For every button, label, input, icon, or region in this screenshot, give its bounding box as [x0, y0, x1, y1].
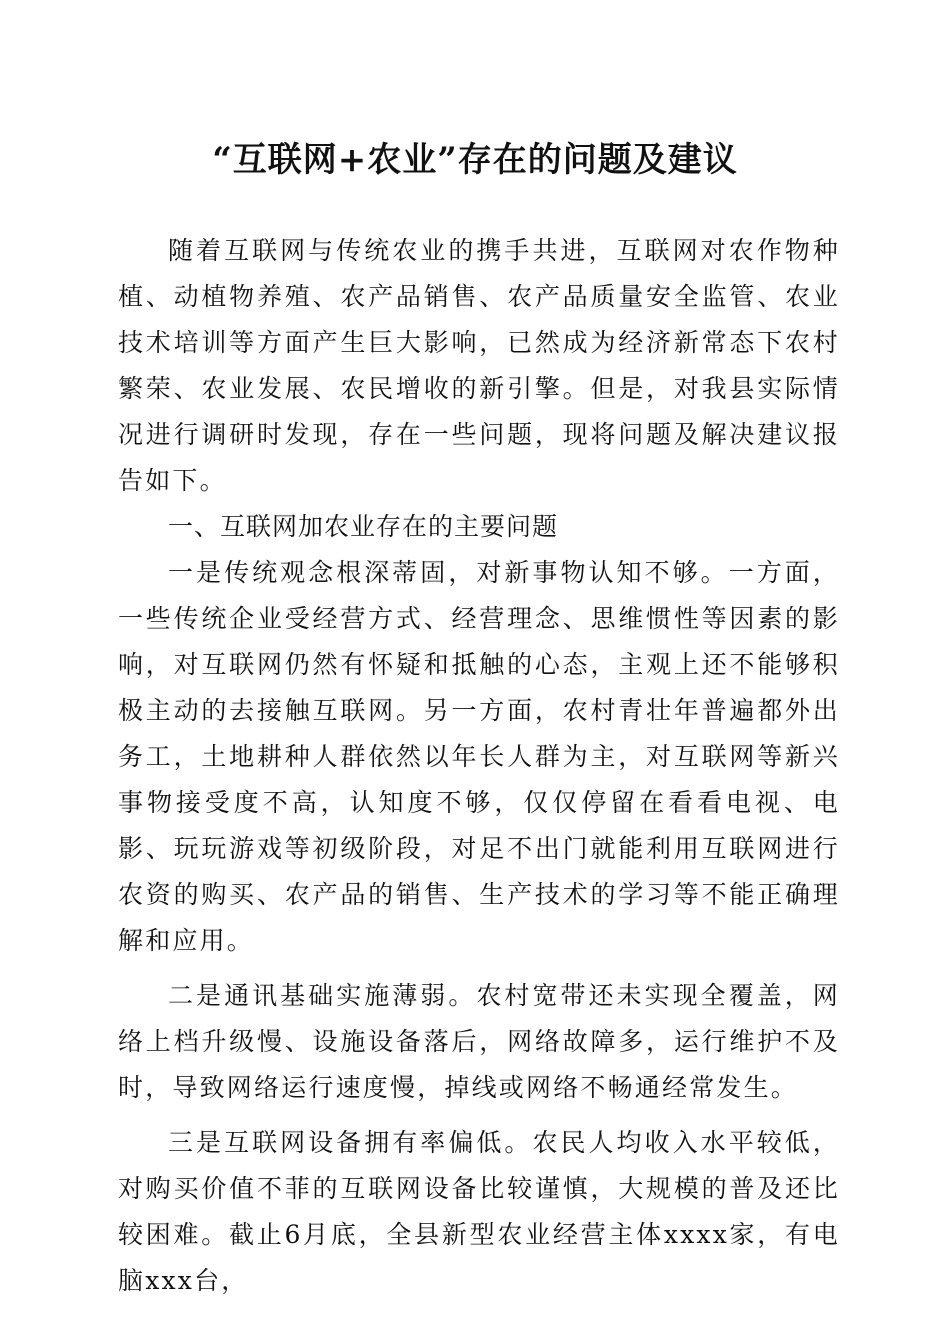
section-heading: 一、互联网加农业存在的主要问题: [168, 512, 559, 541]
intro-paragraph: 随着互联网与传统农业的携手共进，互联网对农作物种植、动植物养殖、农产品销售、农产品质量安全监管、农业技术培训等方面产生巨大影响，已然成为经济新常态下农村繁荣、农业发展、农民增收的新引擎。但是，对我县实际情况进行调研时发现，存在一些问题，现将问题及解决建议报告如下。: [118, 236, 840, 495]
point-text: 一方面，一些传统企业受经营方式、经营理念、思维惯性等因素的影响，对互联网仍然有怀疑和抵触的心态，主观上还不能够积极主动的去接触互联网。另一方面，农村青壮年普遍都外出务工，土地耕种人群依然以年长人群为主，对互联网等新兴事物接受度不高，认知度不够，仅仅停留在看看电视、电影、玩玩游戏等初级阶段，对足不出门就能利用互联网进行农资的购买、农产品的销售、生产技术的学习等不能正确理解和应用。: [118, 558, 840, 955]
point-lead: 三是互联网设备拥有率偏低。: [168, 1128, 533, 1157]
point-paragraph-1: [118, 550, 840, 964]
document-body: [118, 228, 840, 1304]
point-paragraph-3: [118, 1120, 840, 1304]
document-title: “互联网+农业”存在的问题及建议: [212, 140, 738, 180]
point-text: 农村宽带还未实现全覆盖，网络上档升级慢、设施设备落后，网络故障多，运行维护不及时，导致网络运行速度慢，掉线或网络不畅通经常发生。: [118, 981, 841, 1102]
point-paragraph-2: [118, 973, 840, 1111]
point-lead: 一是传统观念根深蒂固，对新事物认知不够。: [168, 558, 729, 587]
point-lead: 二是通讯基础实施薄弱。: [168, 981, 477, 1010]
point-text: 农民人均收入水平较低，对购买价值不菲的互联网设备比较谨慎，大规模的普及还比较困难。截止6月底，全县新型农业经营主体xxxx家，有电脑xxx台，: [118, 1128, 840, 1295]
